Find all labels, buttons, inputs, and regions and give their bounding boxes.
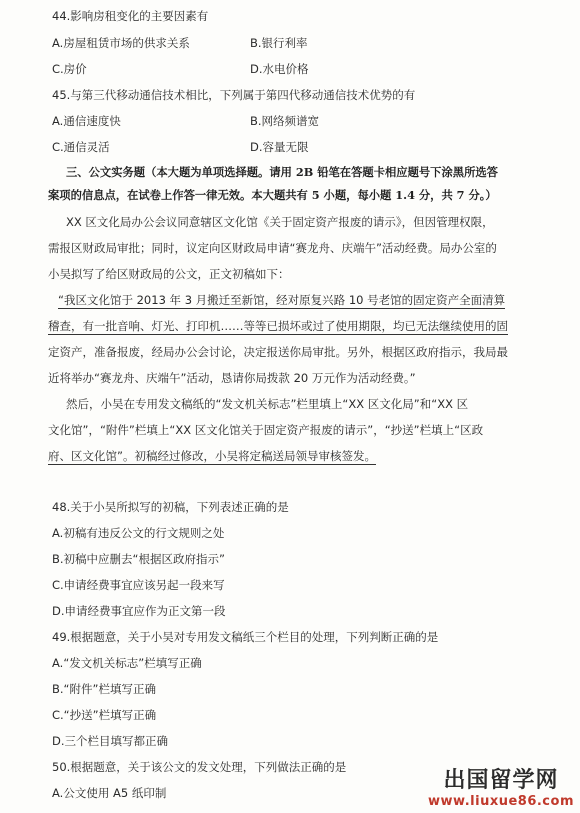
q49-option-c: C.“抄送”栏填写正确 [52, 708, 157, 722]
section3-heading-line2: 案项的信息点，在试卷上作答一律无效。本大题共有 5 小题，每小题 1.4 分，共 7 分。） [48, 188, 497, 202]
material-quote-line4: 近将举办“赛龙舟、庆端午”活动，恳请你局拨款 20 万元作为活动经费。” [48, 371, 416, 385]
q50-option-a: A.公文使用 A5 纸印制 [52, 786, 167, 800]
q44-option-a: A.房屋租赁市场的供求关系 [52, 36, 190, 50]
q49-option-b: B.“附件”栏填写正确 [52, 682, 156, 696]
material-p1-line3: 小吴拟写了给区财政局的公文，正文初稿如下： [48, 267, 290, 281]
material-quote-line1 [58, 292, 505, 308]
material-p2-line3 [48, 448, 376, 464]
q49-option-d: D.三个栏目填写都正确 [52, 734, 169, 748]
q45-option-a: A.通信速度快 [52, 114, 121, 128]
q48-option-c: C.申请经费事宜应该另起一段来写 [52, 578, 225, 592]
q45-option-b: B.网络频谱宽 [250, 114, 320, 128]
p2-underline: 府、区文化馆”。初稿经过修改，小吴将定稿送局领导审核签发。 [48, 449, 376, 463]
q45-stem: 45.与第三代移动通信技术相比，下列属于第四代移动通信技术优势的有 [52, 88, 416, 102]
material-p2-line2: 文化馆”，“附件”栏填上“XX 区文化馆关于固定资产报废的请示”，“抄送”栏填上“区政 [48, 423, 484, 437]
quote-underline-1: “我区文化馆于 2013 年 3 月搬迁至新馆，经对原复兴路 10 号老馆的固定资产全面清算 [58, 293, 506, 307]
section3-heading-line1: 三、公文实务题（本大题为单项选择题。请用 2B 铅笔在答题卡相应题号下涂黑所选答 [66, 165, 498, 179]
q44-stem: 44.影响房租变化的主要因素有 [52, 9, 209, 23]
q49-stem: 49.根据题意，关于小吴对专用发文稿纸三个栏目的处理，下列判断正确的是 [52, 630, 439, 644]
material-quote-line2 [48, 318, 508, 334]
q44-option-d: D.水电价格 [250, 62, 309, 76]
quote-underline-2: 稽查，有一批音响、灯光、打印机……等等已损坏或过了使用期限，均已无法继续使用的固 [48, 319, 508, 333]
material-quote-line3: 定资产，准备报废，经局办公会讨论，决定报送你局审批。另外，根据区政府指示，我局最 [48, 345, 508, 359]
q44-option-b: B.银行利率 [250, 36, 308, 50]
site-watermark [428, 763, 574, 809]
watermark-url: www.liuxue86.com [428, 794, 574, 809]
q45-option-c: C.通信灵活 [52, 140, 110, 154]
q49-option-a: A.“发文机关标志”栏填写正确 [52, 656, 202, 670]
q48-stem: 48.关于小吴所拟写的初稿，下列表述正确的是 [52, 500, 289, 514]
material-p2-line1: 然后，小吴在专用发文稿纸的“发文机关标志”栏里填上“XX 区文化局”和“XX 区 [66, 397, 469, 411]
watermark-logo: 出国留学网 [443, 768, 559, 793]
q48-option-d: D.申请经费事宜应作为正文第一段 [52, 604, 226, 618]
q50-stem: 50.根据题意，关于该公文的发文处理，下列做法正确的是 [52, 760, 347, 774]
q48-option-a: A.初稿有违反公文的行文规则之处 [52, 526, 225, 540]
material-p1-line2: 需报区财政局审批；同时，议定向区财政局申请“赛龙舟、庆端午”活动经费。局办公室的 [48, 241, 497, 255]
q45-option-d: D.容量无限 [250, 140, 309, 154]
q44-option-c: C.房价 [52, 62, 87, 76]
material-p1-line1: XX 区文化局办公会议同意辖区文化馆《关于固定资产报废的请示》，但因管理权限， [66, 215, 494, 229]
q48-option-b: B.初稿中应删去“根据区政府指示” [52, 552, 225, 566]
